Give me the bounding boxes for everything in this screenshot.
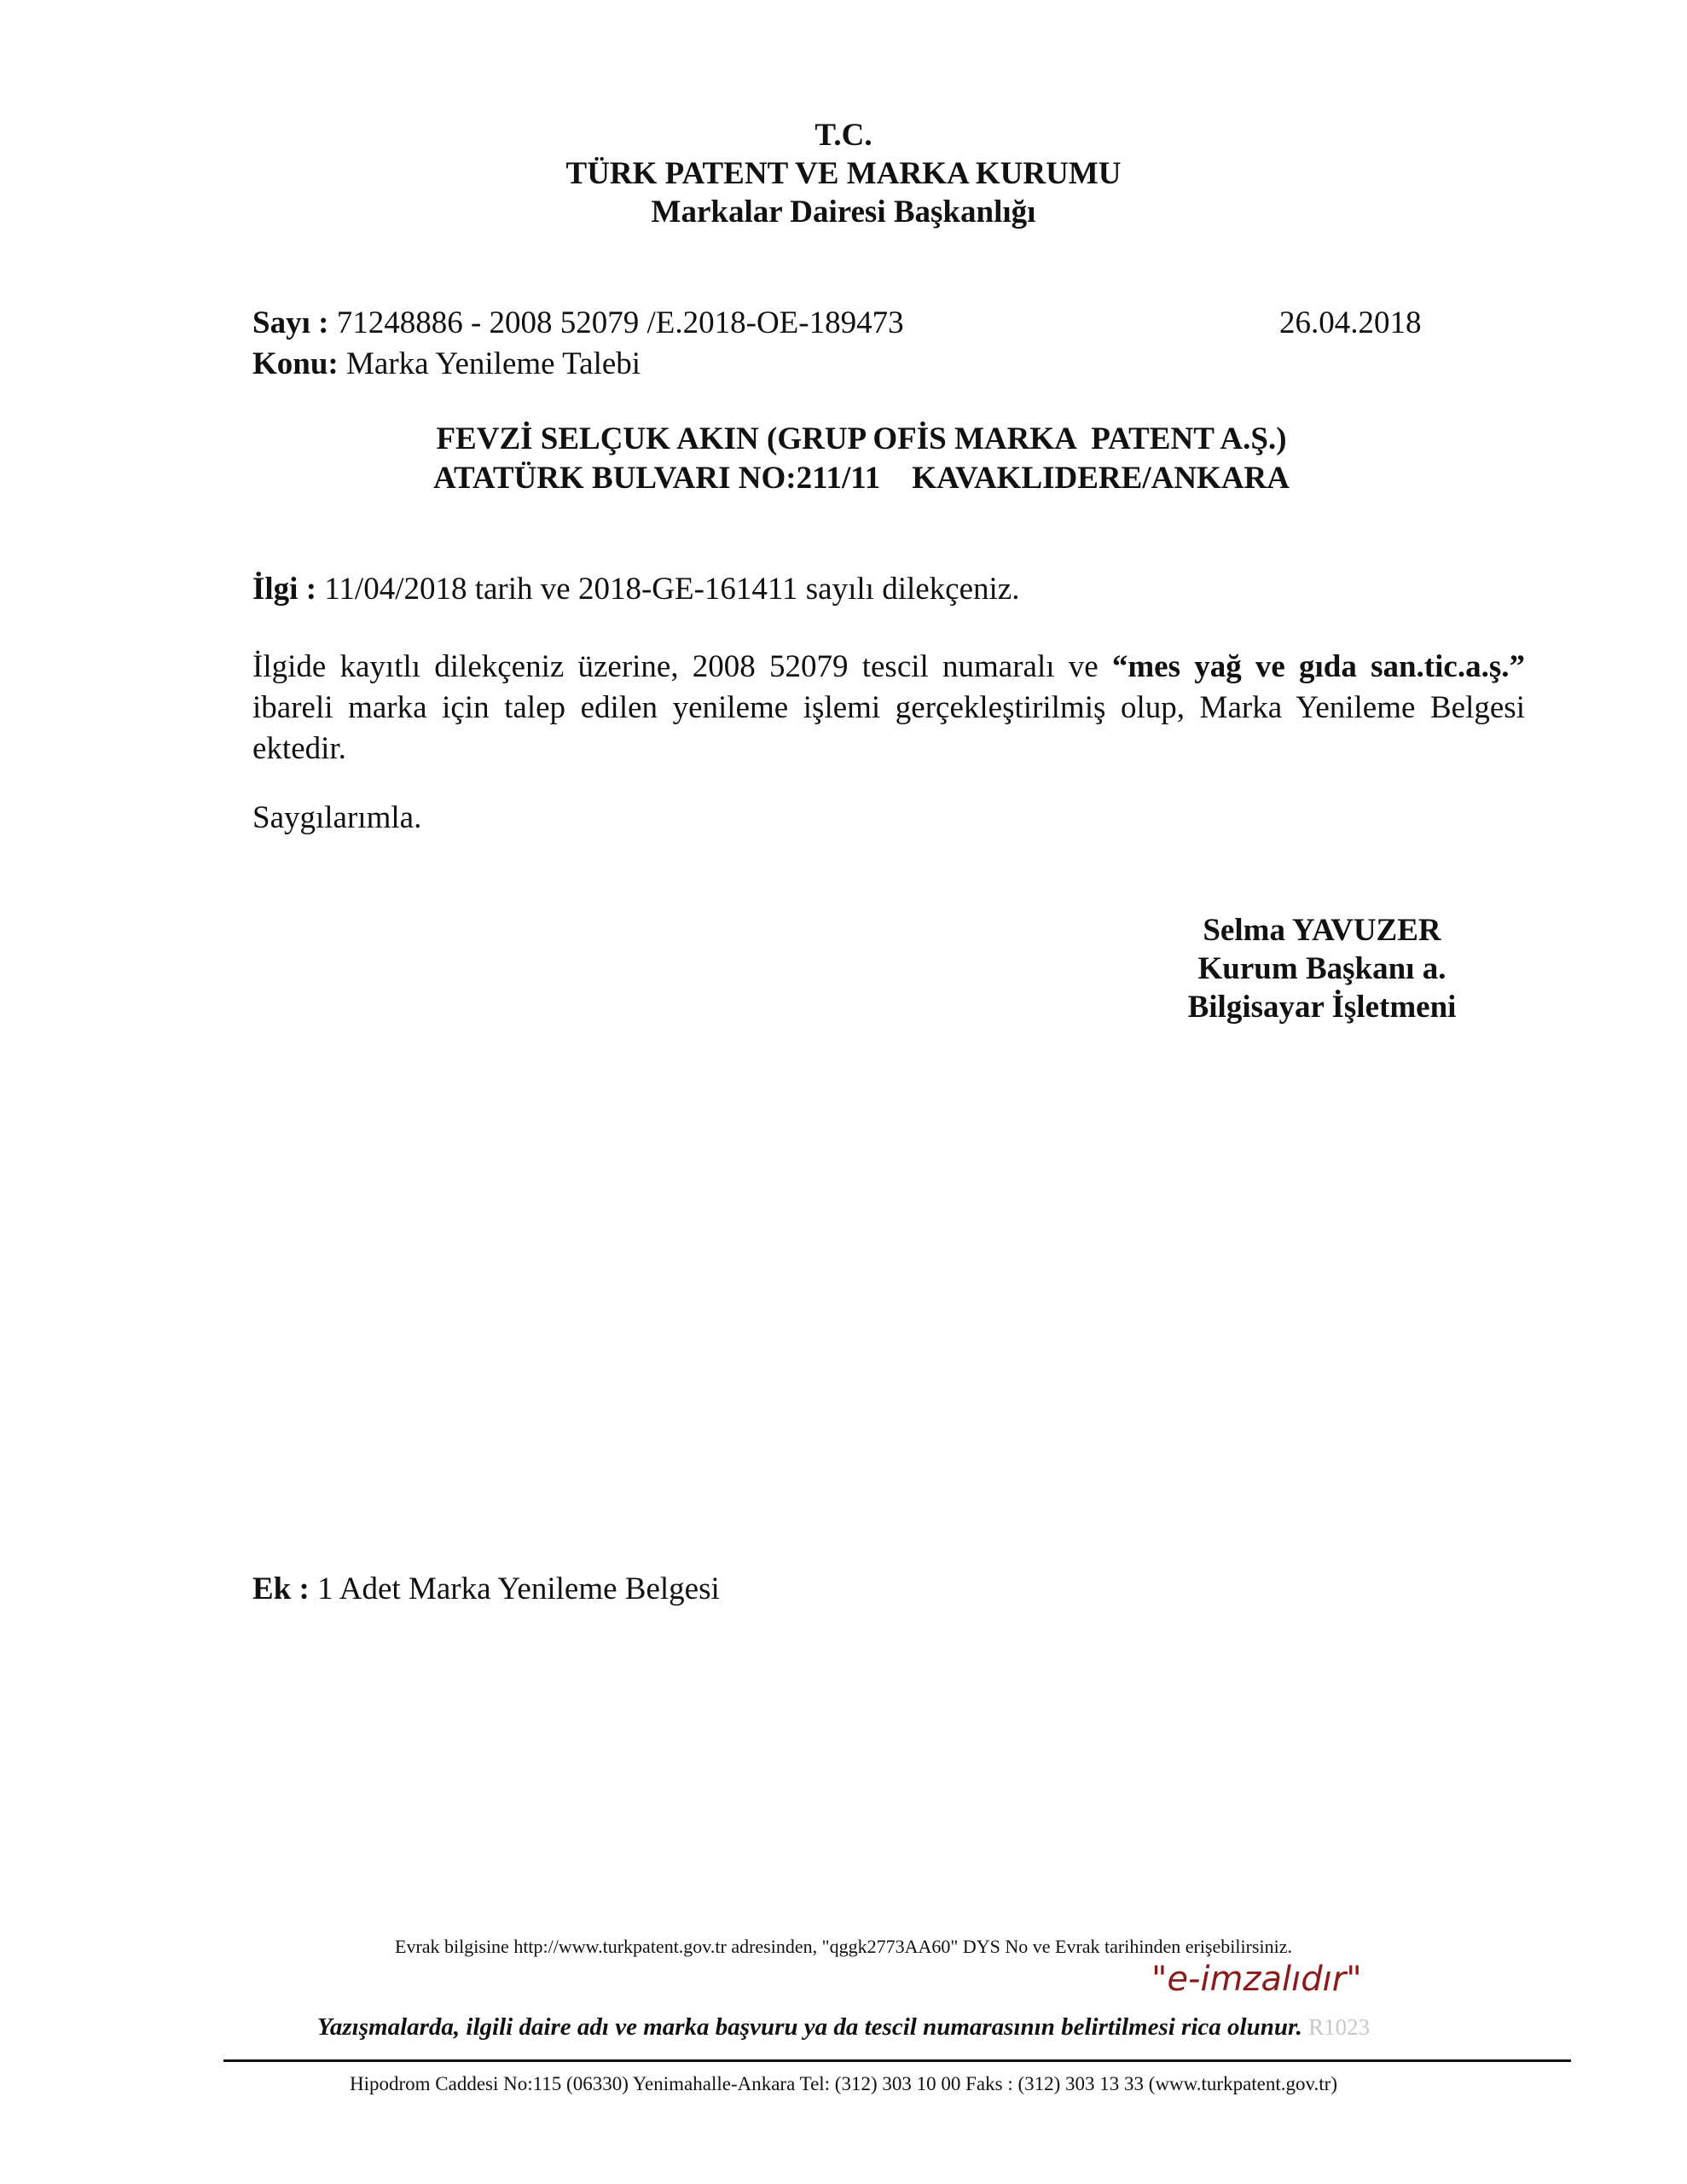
ek-label: Ek : (252, 1571, 310, 1606)
body-part1: İlgide kayıtlı dilekçeniz üzerine, 2008 52079 tescil numaralı ve (252, 649, 1112, 684)
signatory-title: Kurum Başkanı a. (1197, 951, 1446, 986)
closing-salutation: Saygılarımla. (252, 800, 422, 835)
document-header (0, 116, 1687, 231)
header-institution: TÜRK PATENT VE MARKA KURUMU (565, 156, 1122, 191)
ilgi-label: İlgi : (252, 572, 317, 607)
recipient-address: ATATÜRK BULVARI NO:211/11 KAVAKLIDERE/ANKARA (433, 461, 1290, 496)
signatory-name: Selma YAVUZER (1203, 913, 1441, 948)
signature-block (1092, 911, 1552, 1026)
konu-value: Marka Yenileme Talebi (338, 346, 641, 381)
e-signature-stamp: "e-imzalıdır" (1151, 1960, 1362, 1999)
recipient-name: FEVZİ SELÇUK AKIN (GRUP OFİS MARKA PATENT A.Ş.) (436, 421, 1287, 456)
ek-value: 1 Adet Marka Yenileme Belgesi (309, 1571, 720, 1606)
header-tc: T.C. (815, 118, 872, 153)
document-date: 26.04.2018 (1279, 305, 1422, 340)
footer-divider (223, 2059, 1571, 2062)
body-part2: ibareli marka için talep edilen yenileme işlemi gerçekleştirilmiş olup, Marka Yenileme Belgesi ektedir. (252, 690, 1525, 766)
form-code: R1023 (1308, 2014, 1371, 2040)
notice-text: Yazışmalarda, ilgili daire adı ve marka başvuru ya da tescil numarasının belirtilmesi rica olunur. (316, 2013, 1302, 2041)
correspondence-notice (0, 2012, 1687, 2042)
konu-label: Konu: (252, 346, 339, 381)
subject (252, 345, 641, 383)
body-paragraph (252, 647, 1525, 770)
ilgi-value: 11/04/2018 tarih ve 2018-GE-161411 sayılı dilekçeniz. (316, 572, 1020, 607)
recipient-block (0, 420, 1687, 498)
sayi-value: 71248886 - 2008 52079 /E.2018-OE-189473 (328, 305, 904, 340)
header-department: Markalar Dairesi Başkanlığı (651, 195, 1036, 229)
sayi-label: Sayı : (252, 305, 329, 340)
reference-number (252, 304, 904, 342)
signatory-role: Bilgisayar İşletmeni (1187, 990, 1457, 1025)
document-info-note: Evrak bilgisine http://www.turkpatent.gov.tr adresinden, "qggk2773AA60" DYS No ve Evrak tarihinden erişebilirsiniz. (395, 1936, 1292, 1957)
trademark-name: “mes yağ ve gıda san.tic.a.ş.” (1111, 649, 1525, 684)
reference-line (252, 570, 1019, 608)
attachment-line (252, 1570, 720, 1608)
footer-address: Hipodrom Caddesi No:115 (06330) Yenimahalle-Ankara Tel: (312) 303 10 00 Faks : (312) 303 13 33 (www.turkpatent.gov.tr) (349, 2073, 1337, 2094)
